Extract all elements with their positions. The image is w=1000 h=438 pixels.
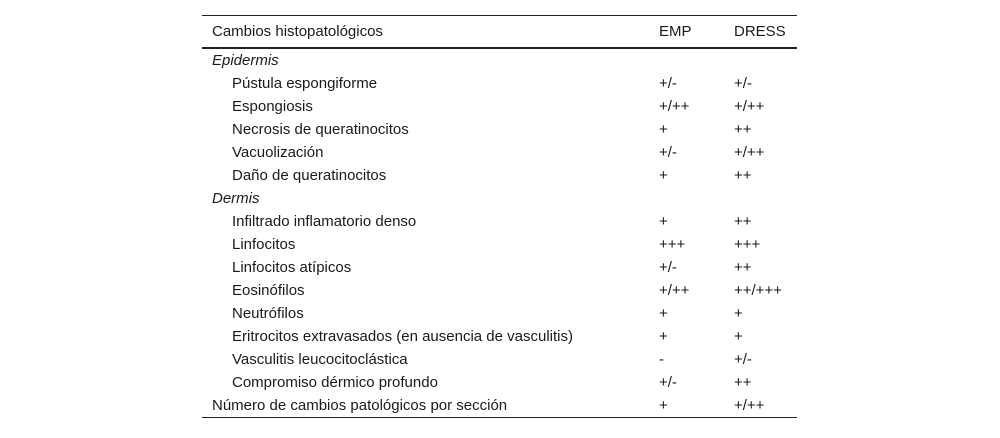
table-row [202,348,797,371]
table-header-row [202,16,797,49]
table-row [202,302,797,325]
header-cambios: Cambios histopatológicos [212,23,383,40]
table-row [202,233,797,256]
row-label: Linfocitos [232,236,296,253]
row-label: Compromiso dérmico profundo [232,374,438,391]
row-dress: + [734,305,743,322]
row-emp: +/++ [659,98,690,115]
row-dress: + [734,328,743,345]
row-label: Infiltrado inflamatorio denso [232,213,417,230]
row-emp: +++ [659,236,686,253]
row-dress: ++/+++ [734,282,782,299]
table-row [202,210,797,233]
row-label: Vasculitis leucocitoclástica [232,351,408,368]
row-label: Eritrocitos extravasados (en ausencia de vasculitis) [232,328,573,345]
row-dress: ++ [734,259,752,276]
table-row [202,325,797,348]
histopathology-table [202,15,797,418]
row-label: Espongiosis [232,98,313,115]
row-label: Eosinófilos [232,282,305,299]
row-emp: +/- [659,374,677,391]
row-emp: + [659,328,668,345]
summary-row [202,394,797,418]
row-emp: + [659,305,668,322]
table-row [202,279,797,302]
row-label: Daño de queratinocitos [232,167,387,184]
row-dress: +++ [734,236,761,253]
row-label: Linfocitos atípicos [232,259,352,276]
table-row [202,118,797,141]
table-row [202,371,797,394]
section-row-dermis [202,187,797,210]
row-label: Pústula espongiforme [232,75,378,92]
header-emp: EMP [659,23,692,40]
row-dress: +/- [734,75,752,92]
row-dress: +/++ [734,144,765,161]
row-label: Vacuolización [232,144,324,161]
summary-label: Número de cambios patológicos por sección [212,397,508,414]
header-dress: DRESS [734,23,786,40]
row-dress: ++ [734,374,752,391]
section-title: Dermis [212,190,260,207]
summary-emp: + [659,397,668,414]
row-emp: +/- [659,259,677,276]
row-emp: +/- [659,144,677,161]
row-emp: + [659,213,668,230]
table-row [202,95,797,118]
table-row [202,256,797,279]
row-emp: + [659,167,668,184]
summary-dress: +/++ [734,397,765,414]
row-emp: +/++ [659,282,690,299]
table-row [202,141,797,164]
row-label: Necrosis de queratinocitos [232,121,409,138]
row-emp: +/- [659,75,677,92]
row-emp: + [659,121,668,138]
row-label: Neutrófilos [232,305,304,322]
row-dress: +/- [734,351,752,368]
histopathology-table-container [202,15,797,418]
section-row-epidermis [202,48,797,72]
row-dress: +/++ [734,98,765,115]
row-dress: ++ [734,167,752,184]
table-row [202,164,797,187]
table-row [202,72,797,95]
row-emp: - [659,351,664,368]
row-dress: ++ [734,121,752,138]
section-title: Epidermis [212,52,279,69]
row-dress: ++ [734,213,752,230]
